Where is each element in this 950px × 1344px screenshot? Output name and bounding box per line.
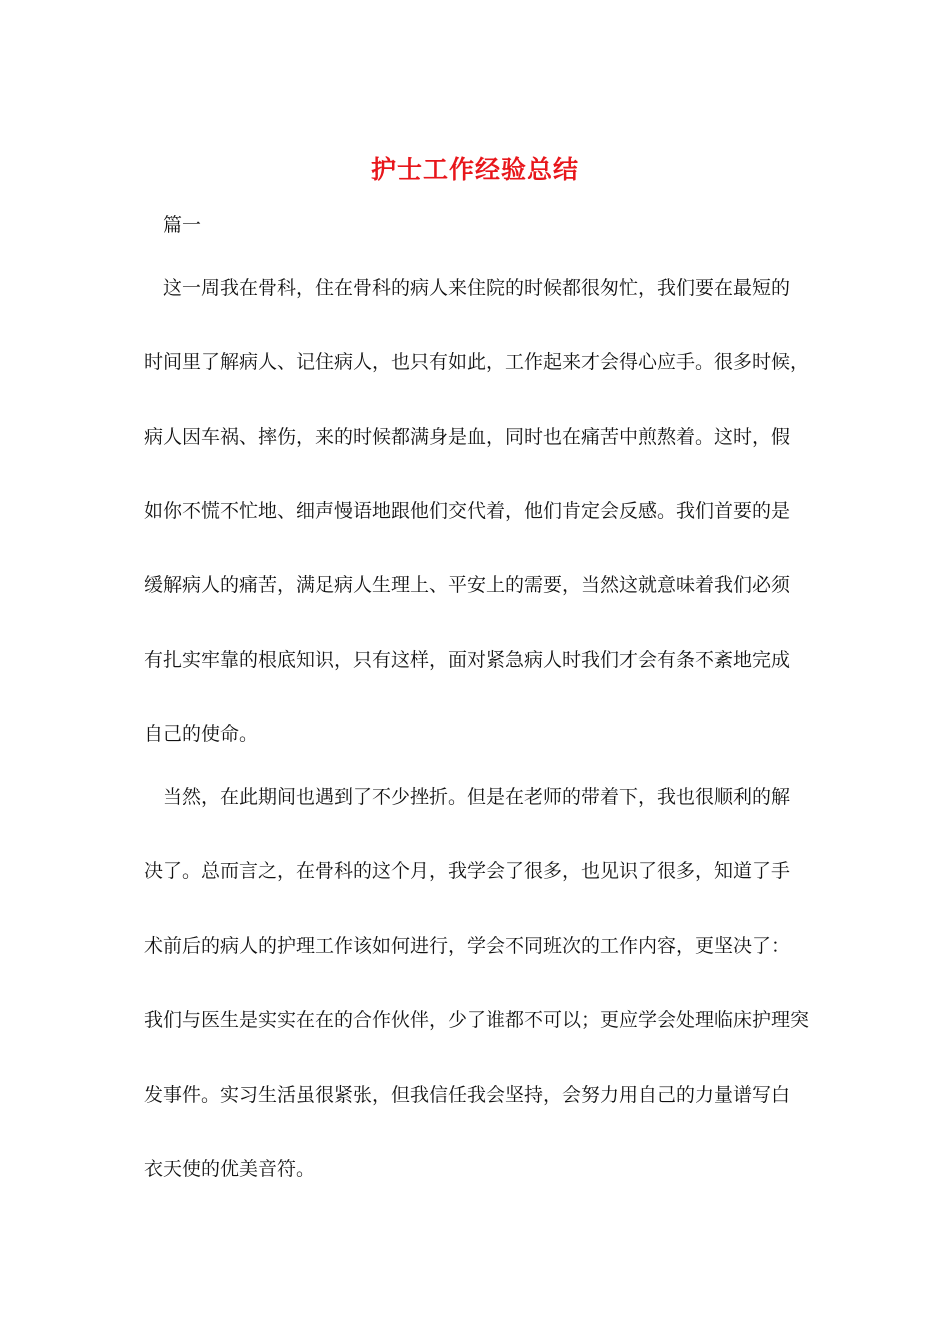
paragraph-line: 病人因车祸、摔伤，来的时候都满身是血，同时也在痛苦中煎熬着。这时，假 — [144, 426, 791, 448]
paragraph-line: 如你不慌不忙地、细声慢语地跟他们交代着，他们肯定会反感。我们首要的是 — [144, 500, 791, 522]
paragraph-line: 自己的使命。 — [144, 723, 259, 745]
paragraph-line: 我们与医生是实实在在的合作伙伴，少了谁都不可以；更应学会处理临床护理突 — [144, 1009, 810, 1031]
paragraph-line: 缓解病人的痛苦，满足病人生理上、平安上的需要，当然这就意味着我们必须 — [144, 574, 791, 596]
section-label: 篇一 — [163, 214, 202, 236]
paragraph-line: 发事件。实习生活虽很紧张，但我信任我会坚持，会努力用自己的力量谱写白 — [144, 1084, 791, 1106]
paragraph-line: 衣天使的优美音符。 — [144, 1158, 316, 1180]
paragraph-line: 决了。总而言之，在骨科的这个月，我学会了很多，也见识了很多，知道了手 — [144, 860, 791, 882]
paragraph-line: 术前后的病人的护理工作该如何进行，学会不同班次的工作内容，更坚决了： — [144, 935, 791, 957]
paragraph-line: 有扎实牢靠的根底知识，只有这样，面对紧急病人时我们才会有条不紊地完成 — [144, 649, 791, 671]
paragraph-line: 这一周我在骨科，住在骨科的病人来住院的时候都很匆忙，我们要在最短的 — [163, 277, 791, 299]
paragraph-line: 当然，在此期间也遇到了不少挫折。但是在老师的带着下，我也很顺利的解 — [163, 786, 791, 808]
document-title: 护士工作经验总结 — [370, 155, 579, 184]
paragraph-line: 时间里了解病人、记住病人，也只有如此，工作起来才会得心应手。很多时候， — [144, 351, 810, 373]
